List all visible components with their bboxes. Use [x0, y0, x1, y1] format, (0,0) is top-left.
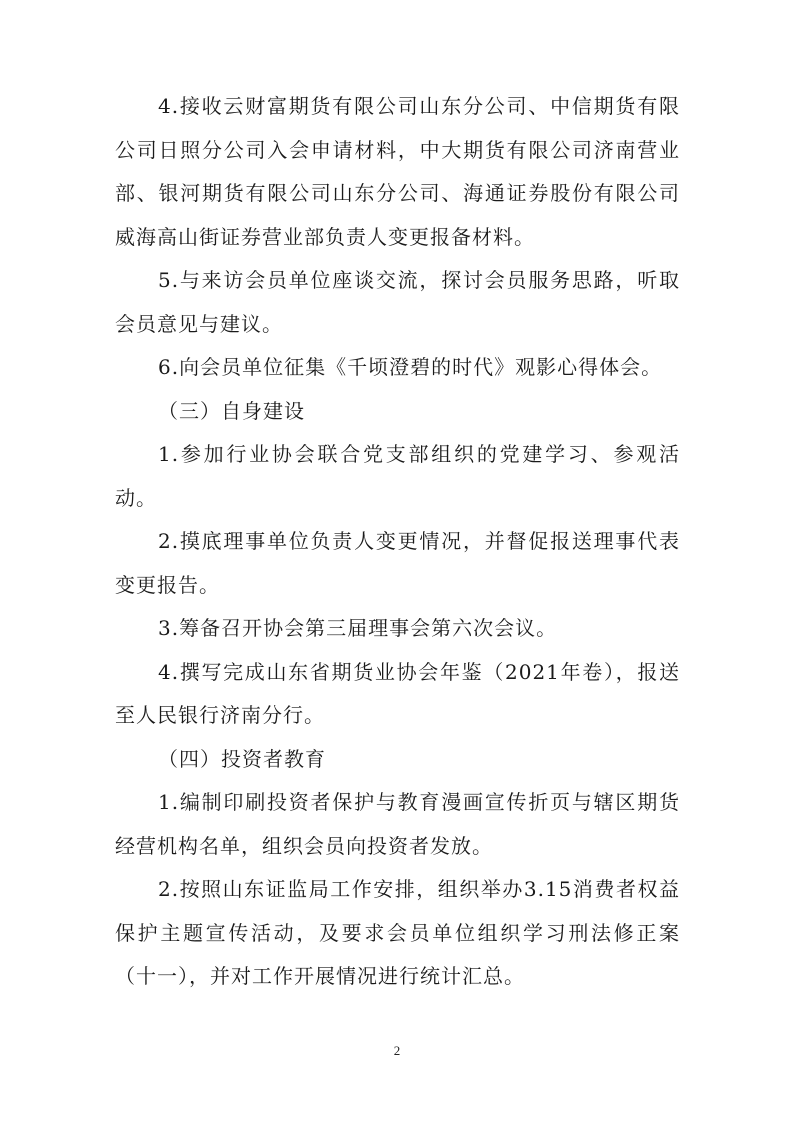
section-heading-investor-education: （四）投资者教育	[158, 746, 326, 771]
section-heading-self-construction: （三）自身建设	[158, 398, 305, 423]
page-number: 2	[393, 1043, 401, 1058]
paragraph-item-3-board-meeting: 3.筹备召开协会第三届理事会第六次会议。	[158, 616, 558, 640]
paragraph-item-4-yearbook: 4.撰写完成山东省期货业协会年鉴（2021年卷），报送至人民银行济南分行。	[115, 659, 680, 727]
body-text	[115, 85, 680, 999]
paragraph-item-2-consumer-rights: 2.按照山东证监局工作安排，组织举办3.15消费者权益保护主题宣传活动，及要求会员单位组织学习刑法修正案（十一），并对工作开展情况进行统计汇总。	[115, 877, 680, 988]
paragraph-item-5-member-visits: 5.与来访会员单位座谈交流，探讨会员服务思路，听取会员意见与建议。	[115, 268, 680, 336]
paragraph-item-4-membership-materials: 4.接收云财富期货有限公司山东分公司、中信期货有限公司日照分公司入会申请材料，中大期货有限公司济南营业部、银河期货有限公司山东分公司、海通证券股份有限公司威海高山街证券营业部负责人变更报备材料。	[115, 94, 680, 249]
paragraph-item-1-party-study: 1.参加行业协会联合党支部组织的党建学习、参观活动。	[115, 442, 680, 510]
paragraph-item-6-film-reviews: 6.向会员单位征集《千顷澄碧的时代》观影心得体会。	[158, 355, 663, 379]
paragraph-item-2-director-changes: 2.摸底理事单位负责人变更情况，并督促报送理事代表变更报告。	[115, 529, 680, 597]
paragraph-item-1-brochures: 1.编制印刷投资者保护与教育漫画宣传折页与辖区期货经营机构名单，组织会员向投资者发放。	[115, 790, 680, 858]
